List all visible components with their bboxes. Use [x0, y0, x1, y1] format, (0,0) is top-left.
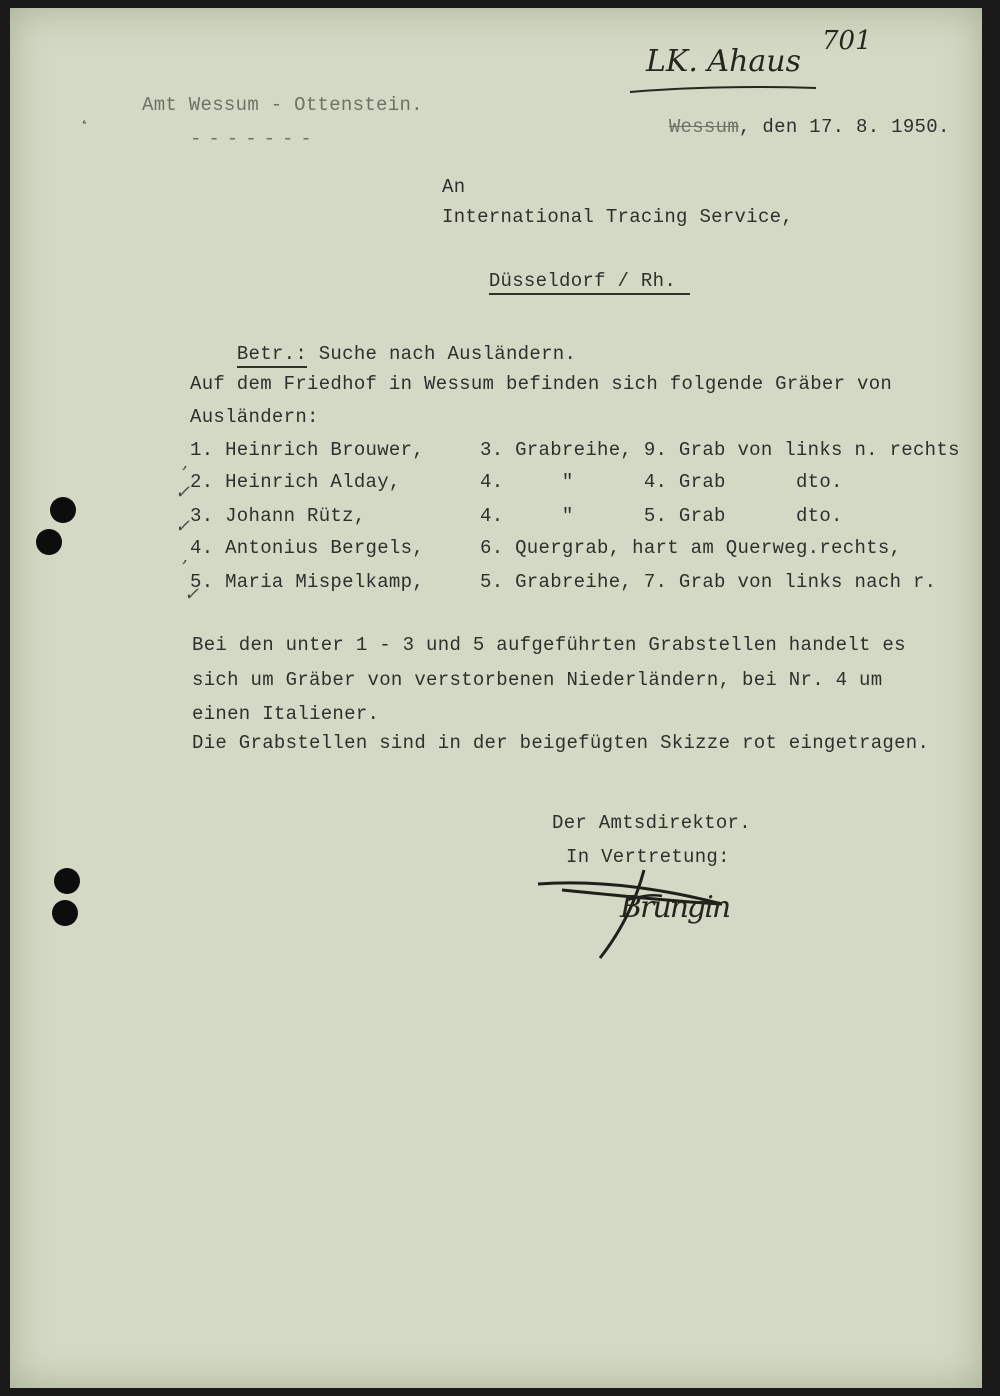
closing-title: Der Amtsdirektor. [552, 812, 751, 834]
entry-location-2: 4. " 4. Grab dto. [480, 471, 843, 493]
body-line-4: Die Grabstellen sind in der beigefügten Skizze rot eingetragen. [192, 732, 930, 754]
intro-line-1: Auf dem Friedhof in Wessum befinden sich folgende Gräber von [190, 373, 893, 395]
date-line [622, 94, 950, 160]
closing-deputy: In Vertretung: [566, 846, 730, 868]
recipient-city [442, 248, 690, 314]
punch-hole [54, 868, 80, 894]
entry-name-2: 2. Heinrich Alday, [190, 471, 401, 493]
entry-name-3: 3. Johann Rütz, [190, 505, 366, 527]
handwritten-office-note: LK. Ahaus [646, 44, 801, 79]
recipient-city-text: Düsseldorf / Rh. [489, 270, 690, 295]
intro-line-2: Ausländern: [190, 406, 319, 428]
pencil-tick-mark: ✓ [175, 516, 191, 537]
punch-hole [50, 497, 76, 523]
recipient-name: International Tracing Service, [442, 206, 794, 228]
body-line-1: Bei den unter 1 - 3 und 5 aufgeführten Grabstellen handelt es [192, 634, 906, 656]
sender-line: Amt Wessum - Ottenstein. [142, 94, 423, 116]
subject-text: Suche nach Ausländern. [307, 343, 577, 365]
punch-hole [52, 900, 78, 926]
sender-dashes: ------- [190, 128, 319, 150]
handwritten-number: 701 [822, 26, 872, 56]
punch-hole [36, 529, 62, 555]
pencil-tick-mark: ✓ [175, 482, 191, 503]
pencil-tick-mark: , [182, 452, 188, 473]
margin-mark: ˛ [80, 104, 89, 125]
entry-name-1: 1. Heinrich Brouwer, [190, 439, 425, 461]
entry-name-5: 5. Maria Mispelkamp, [190, 571, 425, 593]
recipient-an: An [442, 176, 466, 198]
date-text: , den 17. 8. 1950. [739, 116, 950, 138]
pencil-tick-mark: , [182, 546, 188, 567]
body-line-2: sich um Gräber von verstorbenen Niederländern, bei Nr. 4 um [192, 669, 883, 691]
struck-place: Wessum [668, 116, 740, 138]
entry-location-4: 6. Quergrab, hart am Querweg.rechts, [480, 537, 902, 559]
subject-label: Betr.: [237, 343, 307, 368]
entry-location-1: 3. Grabreihe, 9. Grab von links n. rechts [480, 439, 960, 461]
entry-location-5: 5. Grabreihe, 7. Grab von links nach r. [480, 571, 937, 593]
entry-name-4: 4. Antonius Bergels, [190, 537, 425, 559]
document-page [10, 8, 982, 1388]
pencil-tick-mark: ✓ [184, 584, 200, 605]
entry-location-3: 4. " 5. Grab dto. [480, 505, 843, 527]
body-line-3: einen Italiener. [192, 703, 380, 725]
signature-text: Brungin [620, 890, 730, 925]
